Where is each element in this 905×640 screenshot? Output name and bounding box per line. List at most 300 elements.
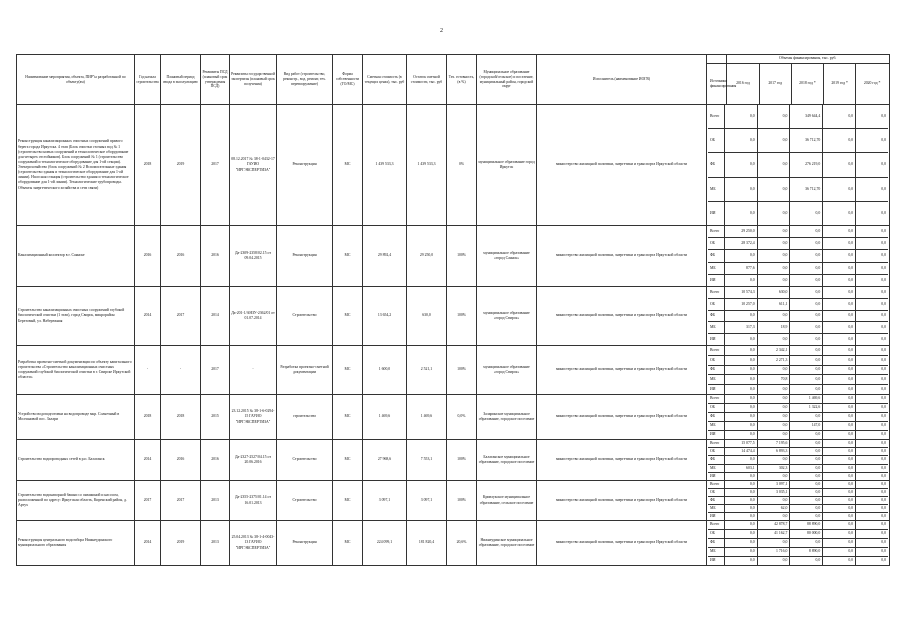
header-volume: Объемы финансирования, тыс. руб. <box>778 56 837 61</box>
row-work-type: Разработка проектно-сметной документации <box>277 346 333 395</box>
financing-source: ОБ <box>708 489 724 497</box>
financing-value: 0,0 <box>790 505 823 513</box>
financing-source: ИИ <box>708 513 724 521</box>
row-readiness: 0,0% <box>447 395 477 440</box>
financing-row <box>708 334 888 345</box>
row-municipality: муниципальное образование «город Свирск» <box>477 287 537 346</box>
financing-source: МБ <box>708 505 724 513</box>
row-executor: министерство жилищной политики, энергетики и транспорта Иркутской области <box>537 346 707 395</box>
row-ownership: МС <box>333 287 363 346</box>
financing-value: 0,0 <box>790 497 823 505</box>
financing-value: 0,0 <box>757 538 790 547</box>
row-work-type: Реконструкция <box>277 105 333 226</box>
financing-value: 0,0 <box>823 505 856 513</box>
row-municipality: Балаганское муниципальное образование, городское поселение <box>477 440 537 481</box>
financing-value: 0,0 <box>823 464 856 472</box>
financing-value: 0,0 <box>856 395 888 403</box>
row-year-start: 2018 <box>135 105 161 226</box>
row-executor: министерство жилищной политики, энергетики и транспорта Иркутской области <box>537 521 707 566</box>
financing-source: МБ <box>708 177 724 202</box>
financing-row <box>708 226 888 238</box>
row-cost: 27 968,6 <box>363 440 407 481</box>
financing-row <box>708 448 888 456</box>
financing-cell <box>707 440 890 481</box>
financing-source: Всего <box>708 395 724 403</box>
header-readiness: Тех. готовность, (в %) <box>447 55 477 105</box>
row-work-type: Строительство <box>277 481 333 521</box>
financing-value: 0,0 <box>823 310 856 322</box>
row-year-start: 2017 <box>135 481 161 521</box>
financing-value: 42 878,7 <box>757 521 790 529</box>
financing-value: 0,0 <box>856 464 888 472</box>
financing-value: 0,0 <box>724 497 757 505</box>
row-executor: министерство жилищной политики, энергетики и транспорта Иркутской области <box>537 440 707 481</box>
financing-value: 0,0 <box>790 448 823 456</box>
financing-value: 80 000,0 <box>790 529 823 538</box>
header-2017: 2017 год <box>759 64 791 104</box>
row-ownership: МС <box>333 440 363 481</box>
row-name: Строительство водопроводных сетей в р.п. Балаганск <box>17 440 135 481</box>
financing-row <box>708 274 888 286</box>
financing-value: 0,0 <box>724 395 757 403</box>
financing-value: 276 219,0 <box>790 153 823 178</box>
row-year-plan: 2017 <box>161 481 201 521</box>
header-2019: 2019 год * <box>824 64 856 104</box>
financing-value: 0,0 <box>823 481 856 489</box>
financing-source: ИИ <box>708 431 724 440</box>
header-executor: Исполнитель (наименование ИОГВ) <box>537 55 707 105</box>
financing-value: 0,0 <box>823 238 856 250</box>
row-year-start: 2014 <box>135 440 161 481</box>
financing-value: 0,0 <box>823 250 856 262</box>
header-remain: Остаток сметной стоимости, тыс. руб <box>407 55 447 105</box>
financing-value: 0,0 <box>823 334 856 345</box>
financing-cell <box>707 105 890 226</box>
financing-value: 0,0 <box>724 472 757 480</box>
row-executor: министерство жилищной политики, энергетики и транспорта Иркутской области <box>537 287 707 346</box>
header-year-start: Год начала строительства <box>135 55 161 105</box>
financing-row <box>708 403 888 412</box>
financing-value: 0,0 <box>724 177 757 202</box>
row-cost: 224 099,1 <box>363 521 407 566</box>
financing-value: 0,0 <box>823 497 856 505</box>
financing-value: 0,0 <box>823 421 856 430</box>
financing-row <box>708 385 888 394</box>
financing-value: 0,0 <box>790 322 823 334</box>
financing-value: 0,0 <box>790 412 823 421</box>
row-remain: 181 820,4 <box>407 521 447 566</box>
financing-value: 0,0 <box>823 262 856 274</box>
financing-value: 0,0 <box>790 365 823 375</box>
row-psd-year: 2017 <box>201 346 230 395</box>
financing-value: 0,0 <box>881 387 886 392</box>
row-expertise: Да-2327-2527/04.15 от 20.06.2016 <box>230 440 277 481</box>
financing-value: 70,8 <box>757 375 790 385</box>
financing-source: ИИ <box>708 202 724 225</box>
financing-value: 0,0 <box>790 375 823 385</box>
row-remain: 3 097,1 <box>407 481 447 521</box>
financing-source: ФБ <box>708 412 724 421</box>
row-name: Канализационный коллектор в г. Саянске <box>17 226 135 287</box>
row-municipality: муниципальное образование «город Свирск» <box>477 346 537 395</box>
row-readiness: 100% <box>447 346 477 395</box>
financing-value: 0,0 <box>823 105 856 128</box>
financing-value: 8 890,0 <box>790 547 823 556</box>
table-row <box>17 481 890 521</box>
row-remain: 2 521,1 <box>407 346 447 395</box>
financing-value: 0,0 <box>823 274 856 286</box>
financing-source: ОБ <box>708 298 724 310</box>
financing-value: 0,0 <box>823 431 856 440</box>
row-name: Реконструкция центрального водозабора Нижнеудинского муниципального образования <box>17 521 135 566</box>
financing-value: 36 712,70 <box>790 177 823 202</box>
financing-value: 0,0 <box>856 310 888 322</box>
header-ownership: Форма собственности (ГО/МС) <box>333 55 363 105</box>
financing-source: ИИ <box>708 274 724 286</box>
financing-row <box>708 431 888 440</box>
financing-value: 0,0 <box>757 412 790 421</box>
financing-table <box>16 54 890 566</box>
financing-row <box>708 262 888 274</box>
financing-value: 0,0 <box>757 365 790 375</box>
financing-row <box>708 105 888 128</box>
financing-value: 0,0 <box>790 287 823 298</box>
financing-value: 0,0 <box>823 529 856 538</box>
financing-row <box>708 538 888 547</box>
financing-value: 0,0 <box>724 310 757 322</box>
financing-value: 0,0 <box>856 177 888 202</box>
financing-value: 0,0 <box>724 412 757 421</box>
financing-value: 0,0 <box>823 557 856 566</box>
financing-value: 877,6 <box>724 262 757 274</box>
financing-value: 0,0 <box>856 355 888 365</box>
table-body <box>17 105 890 566</box>
financing-value: 0,0 <box>856 412 888 421</box>
financing-value: 0,0 <box>724 431 757 440</box>
financing-value: 0,0 <box>856 538 888 547</box>
financing-row <box>708 513 888 521</box>
financing-source: ИИ <box>708 472 724 480</box>
financing-value: 0,0 <box>881 473 886 478</box>
financing-row <box>708 128 888 153</box>
financing-row <box>708 346 888 355</box>
financing-value: 14 474,4 <box>724 448 757 456</box>
financing-value: 147,0 <box>790 421 823 430</box>
row-executor: министерство жилищной политики, энергетики и транспорта Иркутской области <box>537 226 707 287</box>
financing-value: 0,0 <box>757 262 790 274</box>
financing-value: 0,0 <box>790 489 823 497</box>
financing-value: 0,0 <box>757 128 790 153</box>
table-row <box>17 395 890 440</box>
financing-value: 0,0 <box>823 403 856 412</box>
financing-value: 0,0 <box>724 346 757 355</box>
row-name: Строительство водонапорной башни со скважиной и насосом, расположенной по адресу: Иркутская область, Киренский район, д. Артух <box>17 481 135 521</box>
row-readiness: 100% <box>447 481 477 521</box>
financing-source: ФБ <box>708 250 724 262</box>
row-municipality: Нижнеудинское муниципальное образование, городское поселение <box>477 521 537 566</box>
row-expertise: Да-2309-2358/02.15 от 09.04.2015 <box>230 226 277 287</box>
financing-value: 28 372,4 <box>724 238 757 250</box>
row-readiness: 100% <box>447 287 477 346</box>
financing-value: 3 035,1 <box>757 489 790 497</box>
financing-value: 0,0 <box>790 472 823 480</box>
row-work-type: Строительство <box>277 287 333 346</box>
financing-source: МБ <box>708 262 724 274</box>
financing-source: МБ <box>708 375 724 385</box>
row-year-start: 2016 <box>135 226 161 287</box>
row-municipality: муниципальное образование «город Саянск» <box>477 226 537 287</box>
financing-value: 0,0 <box>790 456 823 464</box>
financing-value: 0,0 <box>790 262 823 274</box>
financing-value: 0,0 <box>790 238 823 250</box>
financing-row <box>708 421 888 430</box>
financing-value: 7 195,6 <box>757 440 790 448</box>
row-readiness: 20,6% <box>447 521 477 566</box>
row-year-plan: 2016 <box>161 226 201 287</box>
financing-cell <box>707 395 890 440</box>
financing-row <box>708 250 888 262</box>
financing-value: 0,0 <box>724 421 757 430</box>
row-remain: 1 439 533,3 <box>407 105 447 226</box>
row-psd-year: 2013 <box>201 521 230 566</box>
financing-value: 0,0 <box>856 547 888 556</box>
financing-value: 62,0 <box>757 505 790 513</box>
header-expertise: Реквизиты государственной экспертизы (плановый срок получения) <box>230 55 277 105</box>
financing-row <box>708 440 888 448</box>
financing-row <box>708 298 888 310</box>
financing-value: 0,0 <box>823 365 856 375</box>
row-expertise: Да-2355-2375/01.14 от 16.01.2013 <box>230 481 277 521</box>
financing-row <box>708 355 888 365</box>
financing-value: 0,0 <box>856 322 888 334</box>
financing-source: Всего <box>708 440 724 448</box>
financing-source: МБ <box>708 547 724 556</box>
financing-value: 0,0 <box>856 287 888 298</box>
financing-value: 0,0 <box>790 464 823 472</box>
financing-value: 0,0 <box>823 202 856 225</box>
financing-value: 0,0 <box>724 334 757 345</box>
row-cost: 1 600,0 <box>363 346 407 395</box>
table-row <box>17 440 890 481</box>
financing-row <box>708 456 888 464</box>
financing-source: Всего <box>708 521 724 529</box>
financing-value: 0,0 <box>823 375 856 385</box>
financing-row <box>708 412 888 421</box>
financing-value: 0,0 <box>757 105 790 128</box>
row-work-type: строительство <box>277 395 333 440</box>
financing-value: 349 644,4 <box>790 105 823 128</box>
financing-source: Всего <box>708 481 724 489</box>
financing-value: 0,0 <box>823 456 856 464</box>
financing-value: 41 162,7 <box>757 529 790 538</box>
financing-value: 0,0 <box>823 287 856 298</box>
financing-value: 611,1 <box>757 298 790 310</box>
header-source: Источники финансирования <box>708 64 727 104</box>
header-2016: 2016 год <box>727 64 759 104</box>
financing-value: 0,0 <box>790 538 823 547</box>
financing-cell <box>707 481 890 521</box>
financing-value: 0,0 <box>757 557 790 566</box>
row-name: Реконструкция канализационных очистных сооружений правого берега города Иркутска. 4 этап (Блок очистки сточных вод № 1 (строительство новых сооружений и технологическое оборудование для четырех отстойников). Блок сооружений № 1 (строительство сооружений и технологическое оборудование для 1-ой секции). Электрохозяйство (блок сооружений № 2 Вспомогательные здания (строительство здания и технологическое оборудование для 1-ой линии). Насосная станция (строительство здания и технологическое оборудование для 1-ой линии). Технологические трубопроводы. Объекты энергетического хозяйства и сети связи) <box>17 105 135 226</box>
row-ownership: МС <box>333 481 363 521</box>
row-ownership: МС <box>333 346 363 395</box>
financing-value: 0,0 <box>881 432 886 437</box>
financing-value: 0,0 <box>856 128 888 153</box>
financing-value: 0,0 <box>790 346 823 355</box>
financing-row <box>708 395 888 403</box>
financing-value: 15 077,5 <box>724 440 757 448</box>
financing-value: 0,0 <box>823 412 856 421</box>
financing-row <box>708 472 888 480</box>
row-readiness: 100% <box>447 440 477 481</box>
financing-value: 0,0 <box>757 238 790 250</box>
row-expertise: 08.12.2017 № 38-1-0432-17 ГАУИО "ИРГЭКСПЕРТИЗА" <box>230 105 277 226</box>
row-readiness: 100% <box>447 226 477 287</box>
row-expertise: Да-201-1/АНЗУ-2362/01 от 01.07.2014 <box>230 287 277 346</box>
financing-value: 0,0 <box>856 448 888 456</box>
table-row <box>17 226 890 287</box>
financing-value: 0,0 <box>790 274 823 286</box>
financing-row <box>708 202 888 225</box>
financing-value: 0,0 <box>790 310 823 322</box>
financing-value: 0,0 <box>757 497 790 505</box>
row-ownership: МС <box>333 226 363 287</box>
financing-source: Всего <box>708 105 724 128</box>
financing-value: 0,0 <box>724 557 757 566</box>
row-executor: министерство жилищной политики, энергетики и транспорта Иркутской области <box>537 481 707 521</box>
financing-value: 0,0 <box>856 456 888 464</box>
row-year-plan: 2018 <box>161 395 201 440</box>
financing-row <box>708 365 888 375</box>
row-municipality: Кривлукское муниципальное образование, сельское поселение <box>477 481 537 521</box>
financing-source: ФБ <box>708 538 724 547</box>
financing-value: 0,0 <box>881 337 886 342</box>
financing-value: 0,0 <box>757 421 790 430</box>
financing-source: ОБ <box>708 128 724 153</box>
financing-value: 0,0 <box>856 262 888 274</box>
financing-value: 0,0 <box>790 513 823 521</box>
financing-source: ИИ <box>708 557 724 566</box>
financing-value: 0,0 <box>757 395 790 403</box>
table-row <box>17 346 890 395</box>
financing-value: 10 574,3 <box>724 287 757 298</box>
header-2018: 2018 год * <box>791 64 823 104</box>
row-municipality: Заларинское муниципальное образование, городское поселение <box>477 395 537 440</box>
financing-value: 317,3 <box>724 322 757 334</box>
header-work-type: Вид работ (строительство, реконстр., вод. ремонт, тех. перевооружение) <box>277 55 333 105</box>
financing-value: 0,0 <box>724 547 757 556</box>
financing-row <box>708 310 888 322</box>
header-name: Наименование мероприятия, объекта, ПИР"ы разработанной по объекту(ам) <box>17 55 135 105</box>
financing-value: 0,0 <box>856 489 888 497</box>
financing-value: 0,0 <box>724 521 757 529</box>
financing-value: 0,0 <box>724 274 757 286</box>
row-ownership: МС <box>333 521 363 566</box>
row-executor: министерство жилищной политики, энергетики и транспорта Иркутской области <box>537 395 707 440</box>
financing-value: 0,0 <box>724 538 757 547</box>
financing-value: 0,0 <box>724 529 757 538</box>
financing-value: 0,0 <box>856 153 888 178</box>
financing-value: 0,0 <box>881 513 886 518</box>
financing-row <box>708 497 888 505</box>
financing-row <box>708 529 888 538</box>
financing-value: 3 097,1 <box>757 481 790 489</box>
row-cost: 13 654,2 <box>363 287 407 346</box>
row-year-plan: 2019 <box>161 105 201 226</box>
financing-value: 0,0 <box>823 395 856 403</box>
financing-value: 0,0 <box>823 153 856 178</box>
financing-source: ИИ <box>708 385 724 394</box>
financing-value: 0,0 <box>823 128 856 153</box>
financing-value: 0,0 <box>856 521 888 529</box>
financing-value: 0,0 <box>823 298 856 310</box>
financing-value: 2 342,1 <box>757 346 790 355</box>
financing-row <box>708 547 888 556</box>
row-year-start: 2014 <box>135 521 161 566</box>
financing-value: 0,0 <box>856 375 888 385</box>
financing-value: 0,0 <box>823 385 856 394</box>
row-year-plan: 2019 <box>161 521 201 566</box>
row-name: Строительство канализационных очистных сооружений глубокой биологической очистки (1 этап), город Свирск, микрорайон Березовый, ул. Набережная <box>17 287 135 346</box>
financing-row <box>708 481 888 489</box>
financing-value: 0,0 <box>724 403 757 412</box>
financing-value: 0,0 <box>724 505 757 513</box>
financing-value: 0,0 <box>757 472 790 480</box>
financing-value: 0,0 <box>823 513 856 521</box>
financing-source: ФБ <box>708 497 724 505</box>
financing-value: 0,0 <box>757 310 790 322</box>
financing-value: 0,0 <box>856 403 888 412</box>
financing-value: 0,0 <box>724 385 757 394</box>
financing-value: 0,0 <box>856 298 888 310</box>
financing-row <box>708 521 888 529</box>
financing-source: ОБ <box>708 529 724 538</box>
row-psd-year: 2015 <box>201 395 230 440</box>
financing-value: 0,0 <box>757 226 790 238</box>
financing-cell <box>707 226 890 287</box>
row-work-type: Строительство <box>277 440 333 481</box>
financing-value: 0,0 <box>856 440 888 448</box>
financing-value: 18,9 <box>757 322 790 334</box>
header-year-plan: Плановый период ввода в эксплуатацию <box>161 55 201 105</box>
row-remain: 1 469,6 <box>407 395 447 440</box>
financing-value: 0,0 <box>757 334 790 345</box>
financing-value: 0,0 <box>823 226 856 238</box>
financing-value: 0,0 <box>823 472 856 480</box>
financing-row <box>708 557 888 566</box>
financing-value: 0,0 <box>856 365 888 375</box>
financing-value: 0,0 <box>724 489 757 497</box>
financing-value: 1 716,0 <box>757 547 790 556</box>
financing-source: ФБ <box>708 456 724 464</box>
financing-value: 0,0 <box>856 529 888 538</box>
row-ownership: МС <box>333 105 363 226</box>
financing-cell <box>707 287 890 346</box>
financing-value: 0,0 <box>790 334 823 345</box>
financing-value: 0,0 <box>856 105 888 128</box>
financing-value: 0,0 <box>724 128 757 153</box>
row-remain: 630,0 <box>407 287 447 346</box>
financing-row <box>708 505 888 513</box>
financing-value: 0,0 <box>757 513 790 521</box>
financing-cell <box>707 346 890 395</box>
financing-value: 0,0 <box>881 277 886 282</box>
financing-value: 0,0 <box>856 421 888 430</box>
financing-value: 0,0 <box>881 558 886 563</box>
row-name: Устройство водоподготовки на водопроводе мкр. Солнечный в Молчановой пос. Залари <box>17 395 135 440</box>
row-year-plan: - <box>161 346 201 395</box>
table-row <box>17 521 890 566</box>
